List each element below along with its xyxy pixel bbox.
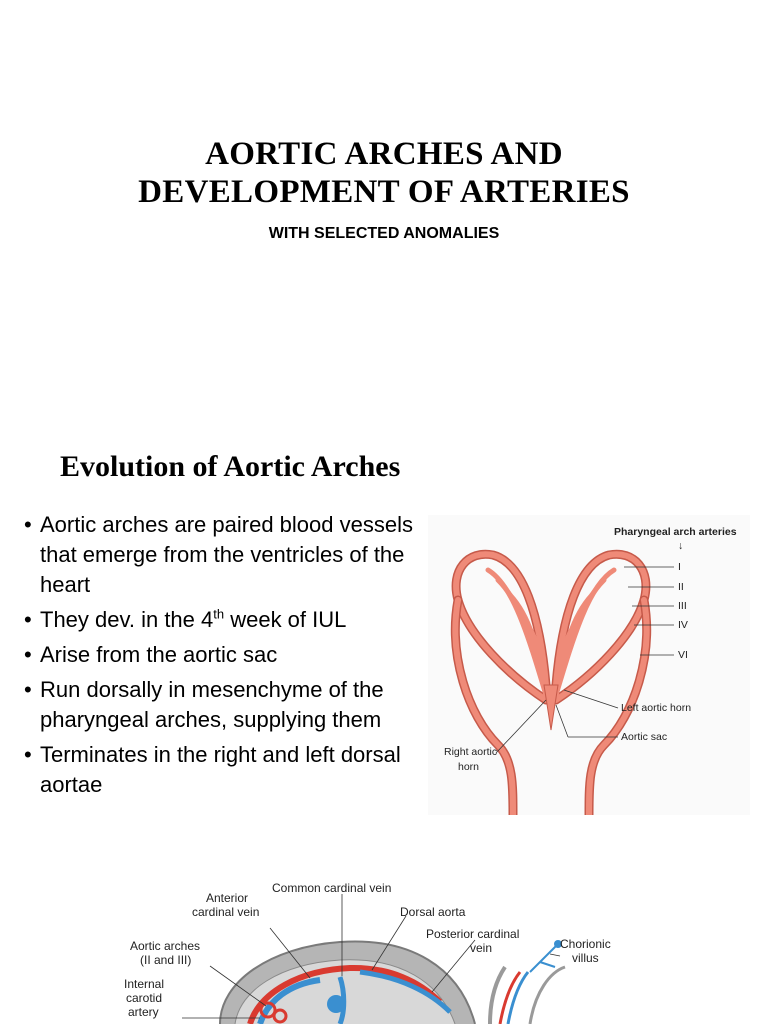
content-slide <box>0 430 768 850</box>
bullet-dot: • <box>24 677 32 702</box>
bullet-item <box>24 675 414 735</box>
bullet-text: They dev. in the 4 <box>40 607 214 632</box>
slide-title <box>0 135 768 211</box>
internal-carotid-label-1: Internal <box>124 977 165 991</box>
aortic-arches-label-1: Aortic arches <box>130 939 201 953</box>
arch-label-1: I <box>678 561 681 573</box>
bullet-text: Run dorsally in mesenchyme of the pharyngeal arches, supplying them <box>40 677 384 732</box>
right-aortic-horn-label: Right aortic <box>444 746 498 758</box>
bullet-item <box>24 605 414 635</box>
anterior-cardinal-label-1: Anterior <box>206 891 249 905</box>
bullet-superscript: th <box>213 606 225 622</box>
pharyngeal-arch-arteries-figure <box>428 515 750 815</box>
leader-line <box>556 705 568 737</box>
aortic-sac-label: Aortic sac <box>621 731 668 743</box>
anterior-cardinal-label-2: cardinal vein <box>192 905 260 919</box>
bullet-item <box>24 640 414 670</box>
arch-label-4: IV <box>678 619 688 631</box>
arch-vessels <box>455 554 646 815</box>
right-dorsal-aorta <box>455 600 513 815</box>
arch-label-3: III <box>678 600 687 612</box>
internal-carotid-label-3: artery <box>128 1005 159 1019</box>
arch-label-2: II <box>678 581 684 593</box>
aortic-sac-shape <box>544 685 558 730</box>
common-cardinal-vein-label: Common cardinal vein <box>272 881 392 895</box>
figure-title: Pharyngeal arch arteries <box>614 526 737 538</box>
left-arches <box>455 554 546 815</box>
slide-title-line-2: DEVELOPMENT OF ARTERIES <box>138 174 630 210</box>
arch-label-6: VI <box>678 649 688 661</box>
leader-line <box>496 700 546 753</box>
right-outer-arch-fill <box>556 554 646 700</box>
bullet-dot: • <box>24 742 32 767</box>
bullet-list <box>24 510 414 805</box>
dorsal-aorta-label: Dorsal aorta <box>400 905 466 919</box>
title-slide <box>0 0 768 410</box>
bullet-item <box>24 510 414 600</box>
section-heading: Evolution of Aortic Arches <box>60 450 401 483</box>
chorionic-villus-label-1: Chorionic <box>560 937 611 951</box>
heart <box>327 995 345 1013</box>
connecting-stalk <box>530 967 565 1024</box>
bullet-dot: • <box>24 607 32 632</box>
bullet-item <box>24 740 414 800</box>
bullet-dot: • <box>24 642 32 667</box>
bullet-dot: • <box>24 512 32 537</box>
chorionic-villus-label-2: villus <box>572 951 599 965</box>
posterior-cardinal-label-1: Posterior cardinal <box>426 927 520 941</box>
umbilical-vein <box>508 972 528 1024</box>
right-arches <box>556 554 647 815</box>
slide-title-line-1: AORTIC ARCHES AND <box>205 136 563 172</box>
bullet-text: Aortic arches are paired blood vessels that emerge from the ventricles of the heart <box>40 512 413 597</box>
bullet-text-end: week of IUL <box>224 607 347 632</box>
leader-line <box>564 690 618 708</box>
right-aortic-horn-label-2: horn <box>458 761 480 773</box>
bullet-text: Terminates in the right and left dorsal aortae <box>40 742 401 797</box>
internal-carotid-label-2: carotid <box>126 991 163 1005</box>
right-dorsal-aorta-fill <box>455 600 513 815</box>
left-aortic-horn-label: Left aortic horn <box>621 702 692 714</box>
bullet-text: Arise from the aortic sac <box>40 642 278 667</box>
posterior-cardinal-label-2: vein <box>470 941 493 955</box>
leader-line <box>550 954 560 956</box>
slide-subtitle: WITH SELECTED ANOMALIES <box>268 225 500 242</box>
embryo-circulation-figure <box>110 872 768 1024</box>
left-outer-arch-fill <box>456 554 546 700</box>
aortic-arches-label-2: (II and III) <box>140 953 192 967</box>
down-arrow-icon: ↓ <box>678 540 684 552</box>
